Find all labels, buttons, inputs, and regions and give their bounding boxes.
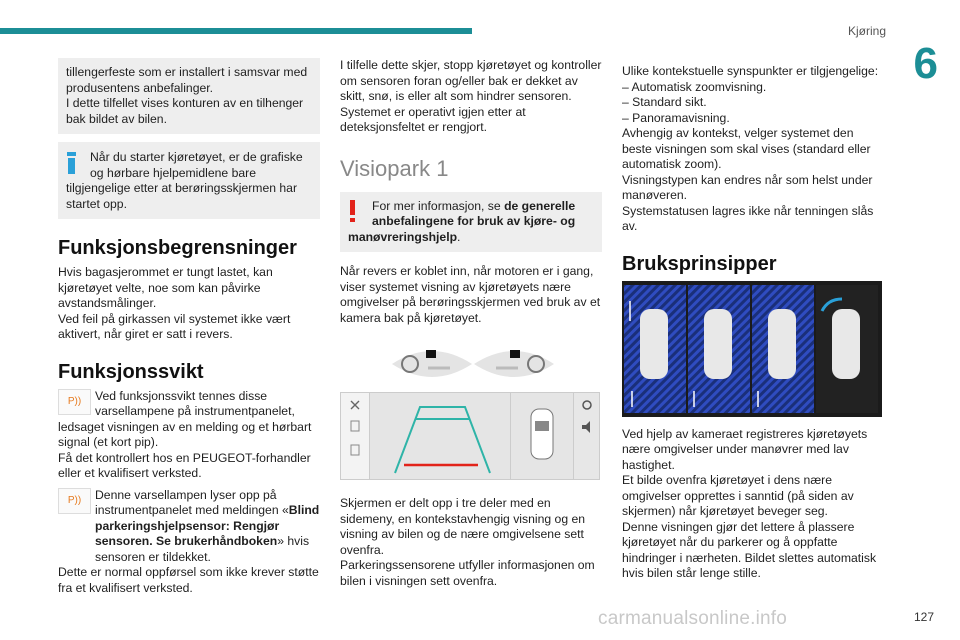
watermark: carmanualsonline.info: [598, 608, 788, 629]
warning-lamp-1: [58, 389, 320, 420]
trailer-note-text: tillengerfeste som er installert i samsvar med produsentens anbefalinger. I dette tilfellet vises konturen av en tilhenger bak bildet av bilen.: [66, 65, 308, 126]
warning-text-bold1: de generelle anbefalingene for bruk av kjøre- og: [372, 198, 576, 228]
lamp2-text-bold: Blind parkeringshjelpsensor: Rengjør sensoren. Se brukerhåndboken: [95, 503, 320, 548]
info-box: [58, 142, 320, 219]
warning-box: [340, 192, 602, 253]
side-menu: [341, 393, 370, 479]
instrument-panel-icons: [340, 342, 602, 386]
parking-sensor-warning-icon: P)): [58, 389, 91, 415]
lamp1-text-first: Ved funksjonssvikt tennes disse varsellampene på instrumentpanelet,: [95, 388, 295, 418]
column-3: [622, 52, 884, 582]
settings-sound-icons: [574, 393, 600, 479]
lamp2-text-b: » hvis sensoren er tildekket.: [95, 534, 310, 564]
views-text: Ulike kontekstuelle synspunkter er tilgjengelige: – Automatisk zoomvisning. – Standard sikt. – Panoramavisning. Avhengig av kontekst, velger systemet den beste visningen som skal vises (standard eller automatisk zoom). Visningstypen kan endres når som helst under manøveren. Systemstatusen lagres ikke når tenningen slås av.: [622, 64, 879, 233]
info-box-text-rest: tilgjengelige etter at berøringsskjermen har startet opp.: [66, 181, 297, 211]
lamp2-text-a: Denne varsellampen lyser opp på instrumentpanelet med meldingen «: [95, 487, 289, 517]
obstruction-text: I tilfelle dette skjer, stopp kjøretøyet og kontroller om sensoren foran og/eller bak er dekket av skitt, snø, is eller alt som hindrer sensoren. Systemet er operativt igjen etter at deteksjonsfeltet er rengjort.: [340, 58, 602, 134]
heading-limitations: Funksjonsbegrensninger: [58, 237, 297, 259]
info-box-text-first: Når du starter kjøretøyet, er de grafiske og hørbare hjelpemidlene bare: [90, 150, 303, 180]
camera-principle-text: Ved hjelp av kameraet registreres kjøretøyets nære omgivelser under manøvrer med lav hastighet. Et bilde ovenfra kjøretøyet i dens nære omgivelser opprettes i sanntid (på siden av skjermen) når kjøretøyet beveger seg. Denne visningen gjør det lettere å plassere kjøretøyet når du parkerer og å oppfatte hindringer i nærheten. Bildet slettes automatisk hvis bilen står lenge stille.: [622, 426, 877, 580]
column-1: [58, 52, 320, 596]
steering-camera-icons: [340, 342, 602, 386]
lamp2-text-rest: Dette er normal oppførsel som ikke krever støtte fra et kvalifisert verksted.: [58, 565, 319, 595]
header-accent-bar: [0, 28, 472, 34]
screen-description: Skjermen er delt opp i tre deler med en sidemeny, en kontekstavhengig visning og en visning av bilen og de nære omgivelsene sett ovenfra. Parkeringssensorene utfyller informasjonen om bilen i visningen sett ovenfra.: [340, 496, 595, 588]
page-number: 127: [913, 610, 934, 624]
warning-text-b: .: [457, 229, 461, 244]
heading-visiopark: Visiopark 1: [340, 155, 449, 181]
warning-icon: [350, 200, 355, 222]
info-icon: [67, 152, 76, 174]
reverse-camera-text: Når revers er koblet inn, når motoren er i gang, viser systemet visning av kjøretøyets nære omgivelser på berøringsskjermen ved bruk av et kamera bak på kjøretøyet.: [340, 264, 601, 325]
lamp1-text-rest: ledsaget visningen av en melding og et hørbart signal (et kort pip). Få det kontrollert hos en PEUGEOT-forhandler eller et kvalifisert verksted.: [58, 419, 312, 480]
top-view-sequence-image: [622, 281, 882, 417]
warning-lamp-2: [58, 488, 320, 566]
chapter-number: 6: [913, 39, 938, 88]
parking-sensor-blind-icon: P)): [58, 488, 91, 514]
warning-text-a: For mer informasjon, se: [372, 198, 505, 213]
section-name: Kjøring: [847, 24, 886, 38]
warning-text-bold2: manøvreringshjelp: [348, 229, 458, 244]
trailer-note-box: [58, 58, 320, 134]
limitations-text: Hvis bagasjerommet er tungt lastet, kan kjøretøyet velte, noe som kan påvirke avstandsmålinger. Ved feil på girkassen vil systemet ikke vært aktivert, når giret er satt i revers.: [58, 265, 291, 341]
touchscreen-illustration: [340, 392, 600, 480]
top-view: [511, 393, 574, 479]
heading-principles: Bruksprinsipper: [622, 252, 777, 275]
camera-view: [370, 393, 511, 479]
column-2: [340, 52, 602, 589]
heading-fault: Funksjonssvikt: [58, 360, 204, 383]
warning-box-line: [348, 199, 594, 230]
